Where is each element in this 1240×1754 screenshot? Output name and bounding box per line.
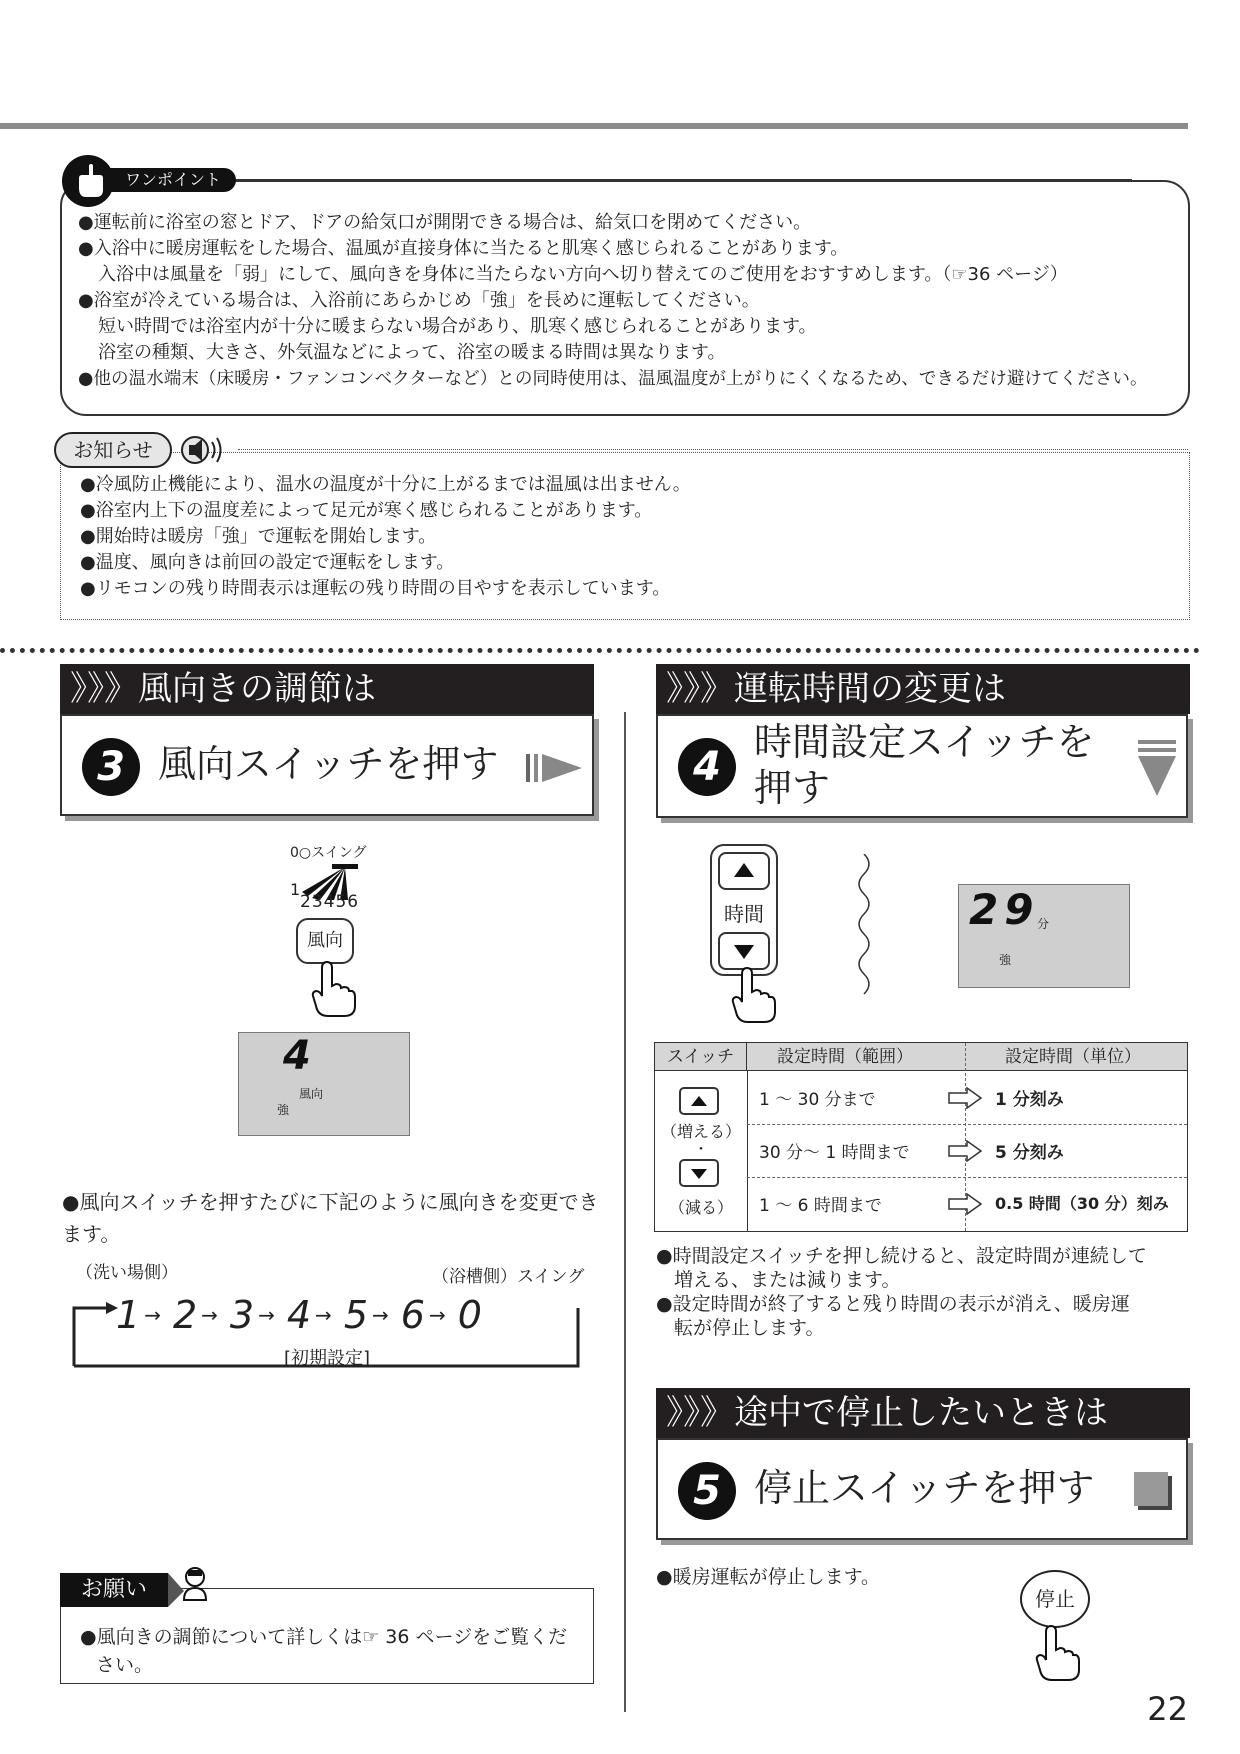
lcd-strength-label: 強 (999, 953, 1012, 967)
step-number: 3 (82, 738, 140, 796)
table-header-switch: スイッチ (655, 1043, 747, 1071)
swing-label: 0○スイング (290, 845, 367, 861)
sequence-arrow: → (372, 1303, 389, 1327)
wind-sequence (116, 1290, 586, 1340)
sequence-step: 4 (286, 1293, 312, 1337)
step-number: 5 (678, 1462, 736, 1520)
onepoint-label: ワンポイント (110, 168, 236, 192)
table-header-unit: 設定時間（単位） (1005, 1047, 1141, 1067)
onegai-label: お願い (60, 1573, 168, 1607)
outline-arrow-icon (947, 1087, 983, 1109)
lcd-wind-label: 風向 (299, 1087, 324, 1101)
wind-description: ●風向スイッチを押すたびに下記のように風向きを変更できます。 (62, 1190, 599, 1246)
sequence-step: 6 (400, 1293, 425, 1337)
down-triangle-icon (720, 934, 768, 968)
sequence-arrow: → (428, 1303, 446, 1327)
notice-line-4: ●温度、風向きは前回の設定で運転をします。 (80, 552, 455, 573)
column-divider (624, 712, 626, 1712)
sequence-arrow: → (315, 1303, 332, 1327)
wind-section-header: 》》》風向きの調節は (60, 664, 594, 714)
time-note-1: ●時間設定スイッチを押し続けると、設定時間が連続して (656, 1245, 1147, 1267)
wash-side-caption: （洗い場側） (76, 1263, 178, 1283)
time-lcd-display (958, 884, 1130, 988)
page-number: 22 (1147, 1690, 1188, 1728)
swing-number-1: 1 (290, 880, 301, 899)
outline-arrow-icon (947, 1193, 983, 1215)
pressing-hand-icon (1034, 1624, 1080, 1682)
down-arrow-icon (1136, 740, 1178, 798)
sequence-step: 0 (457, 1293, 482, 1337)
lcd-wind-digit: 4 (283, 1033, 311, 1079)
lcd-minute-unit: 分 (1037, 917, 1050, 931)
onepoint-line-5: 短い時間では浴室内が十分に暖まらない場合があり、肌寒く感じられることがあります。 (98, 316, 817, 337)
onegai-line-1: ●風向きの調節について詳しくは☞ 36 ページをご覧くだ (80, 1626, 568, 1648)
speaker-icon (180, 432, 226, 468)
top-rule (0, 123, 1188, 129)
wind-direction-button[interactable]: 風向 (296, 918, 354, 964)
notice-line-2: ●浴室内上下の温度差によって足元が寒く感じられることがあります。 (80, 500, 653, 521)
step-number: 4 (678, 738, 736, 796)
time-switch-panel (710, 844, 778, 976)
lcd-strength-label: 強 (277, 1103, 290, 1117)
notice-line-1: ●冷風防止機能により、温水の温度が十分に上がるまでは温風は出ません。 (80, 474, 691, 495)
table-row-divider (747, 1124, 1187, 1125)
stop-section-header: 》》》途中で停止したいときは (656, 1388, 1190, 1438)
sequence-step: 2 (172, 1293, 198, 1337)
time-section-header: 》》》運転時間の変更は (656, 664, 1190, 714)
time-note-3: ●設定時間が終了すると残り時間の表示が消え、暖房運 (656, 1293, 1130, 1315)
time-note-2: 増える、または減ります。 (674, 1269, 901, 1291)
table-decrease-label: （減る） (668, 1198, 733, 1217)
notice-line-5: ●リモコンの残り時間表示は運転の残り時間の目やすを表示しています。 (80, 578, 671, 599)
step-instruction-line1: 時間設定スイッチを (754, 720, 1095, 764)
sequence-step: 5 (343, 1293, 368, 1337)
time-step-box (656, 714, 1188, 818)
notice-dotted-line (238, 449, 1188, 450)
lcd-time-digits: 29 (969, 885, 1040, 934)
outline-arrow-icon (947, 1140, 983, 1162)
sequence-arrow: → (201, 1303, 218, 1327)
table-unit-3: 0.5 時間（30 分）刻み (995, 1194, 1169, 1213)
stop-step-box (656, 1438, 1188, 1540)
table-range-2: 30 分～ 1 時間まで (759, 1143, 910, 1163)
sequence-arrow: → (258, 1303, 275, 1327)
wavy-separator (852, 854, 876, 1004)
sequence-step: 1 (116, 1293, 141, 1337)
onepoint-line-7: ●他の温水端末（床暖房・ファンコンベクターなど）との同時使用は、温風温度が上がりにくくなるため、できるだけ避けてください。 (78, 369, 1148, 389)
next-arrow-icon (526, 750, 586, 786)
onepoint-line-2: ●入浴中に暖房運転をした場合、温風が直接身体に当たると肌寒く感じられることがあります。 (78, 238, 849, 259)
table-unit-1: 1 分刻み (995, 1090, 1064, 1110)
time-settings-table (654, 1042, 1188, 1232)
initial-setting-label: [初期設定] (284, 1348, 371, 1369)
table-header-range: 設定時間（範囲） (777, 1047, 913, 1067)
time-note-4: 転が停止します。 (674, 1317, 825, 1339)
sequence-arrow: → (144, 1303, 161, 1327)
stop-button[interactable]: 停止 (1020, 1570, 1090, 1628)
onepoint-top-line (232, 179, 1132, 181)
table-dot: ・ (694, 1142, 708, 1158)
time-switch-label: 時間 (724, 902, 764, 926)
step-instruction: 停止スイッチを押す (754, 1466, 1095, 1510)
table-range-1: 1 ～ 30 分まで (759, 1090, 876, 1110)
table-increase-label: （増える） (660, 1122, 741, 1141)
onegai-top-line (214, 1588, 590, 1589)
table-range-3: 1 ～ 6 時間まで (759, 1196, 882, 1216)
wind-lcd-display (238, 1032, 410, 1136)
pressing-hand-icon (730, 966, 776, 1024)
table-down-icon (679, 1159, 719, 1187)
onepoint-line-6: 浴室の種類、大きさ、外気温などによって、浴室の暖まる時間は異なります。 (98, 342, 726, 363)
table-row-divider (747, 1177, 1187, 1178)
onepoint-line-3: 入浴中は風量を「弱」にして、風向きを身体に当たらない方向へ切り替えてのご使用をおすすめします。（☞36 ページ） (98, 264, 1068, 285)
section-divider (0, 648, 1200, 653)
time-up-button[interactable] (718, 852, 770, 890)
step-instruction: 風向スイッチを押す (158, 742, 499, 786)
bowing-person-icon (180, 1566, 210, 1602)
swing-numbers: 23456 (300, 892, 360, 912)
notice-label: お知らせ (54, 432, 172, 468)
onepoint-line-4: ●浴室が冷えている場合は、入浴前にあらかじめ「強」を長めに運転してください。 (78, 290, 760, 311)
table-unit-2: 5 分刻み (995, 1143, 1064, 1163)
step-instruction-line2: 押す (754, 766, 831, 810)
onepoint-line-1: ●運転前に浴室の窓とドア、ドアの給気口が開閉できる場合は、給気口を閉めてください。 (78, 212, 812, 233)
table-col-divider (747, 1071, 748, 1231)
stop-square-icon (1132, 1470, 1174, 1512)
tub-side-caption: （浴槽側）スイング (432, 1267, 585, 1287)
time-down-button[interactable] (718, 932, 770, 970)
stop-description: ●暖房運転が停止します。 (656, 1566, 881, 1588)
sequence-step: 3 (229, 1293, 255, 1337)
pointing-finger-icon (68, 160, 110, 202)
table-up-icon (679, 1087, 719, 1115)
onegai-line-2: さい。 (96, 1654, 154, 1676)
notice-line-3: ●開始時は暖房「強」で運転を開始します。 (80, 526, 437, 547)
up-triangle-icon (720, 854, 768, 888)
pressing-hand-icon (310, 960, 356, 1018)
wind-step-box (60, 714, 594, 816)
